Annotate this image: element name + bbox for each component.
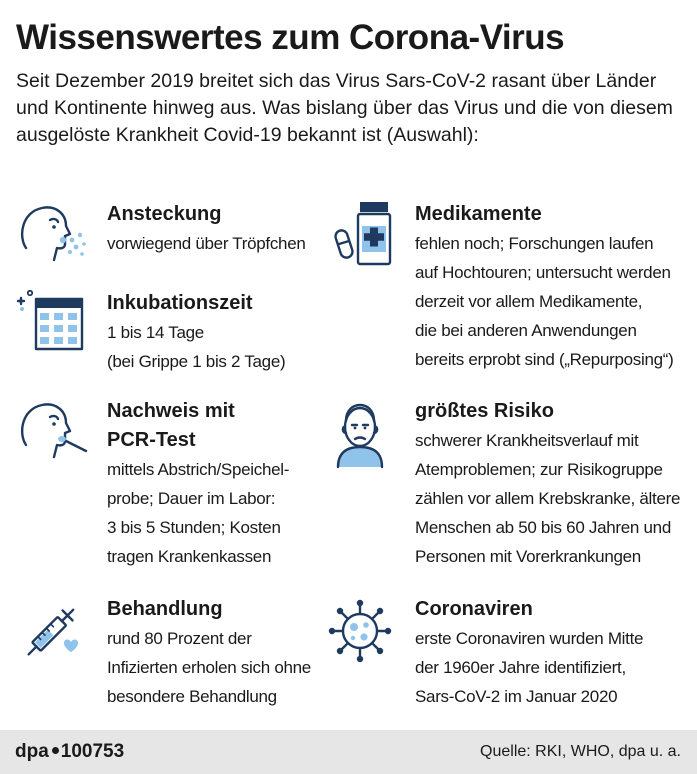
medicine-bottle-icon bbox=[324, 200, 396, 272]
swab-test-head-icon bbox=[16, 397, 88, 469]
intro-text: Seit Dezember 2019 breitet sich das Virus Sars-CoV-2 rasant über Länder und Kontinente hinweg aus. Was bislang über das Virus und die von diesem ausgelöste Krankheit Covid-19 bekannt ist (Auswahl): bbox=[16, 70, 673, 146]
dpa-brand-logo bbox=[15, 741, 124, 763]
item-text-line: Sars-CoV-2 im Januar 2020 bbox=[415, 687, 618, 706]
item-text-line: rund 80 Prozent der bbox=[107, 629, 252, 648]
item-heading: größtes Risiko bbox=[415, 400, 554, 422]
item-text-line: Infizierten erholen sich ohne bbox=[107, 658, 311, 677]
calendar-icon bbox=[16, 289, 88, 361]
item-text-line: bereits erprobt sind („Repurposing“) bbox=[415, 350, 674, 369]
item-text-line: derzeit vor allem Medikamente, bbox=[415, 292, 643, 311]
item-text-line: Menschen ab 50 bis 60 Jahren und bbox=[415, 518, 671, 537]
item-text-line: tragen Krankenkassen bbox=[107, 547, 272, 566]
item-text-line: 3 bis 5 Stunden; Kosten bbox=[107, 518, 281, 537]
source-credit: Quelle: RKI, WHO, dpa u. a. bbox=[480, 743, 681, 760]
item-heading: Inkubationszeit bbox=[107, 292, 253, 314]
item-text-line: der 1960er Jahre identifiziert, bbox=[415, 658, 626, 677]
item-heading: Ansteckung bbox=[107, 203, 222, 225]
footer bbox=[0, 730, 697, 774]
item-text-line: schwerer Krankheitsverlauf mit bbox=[415, 431, 639, 450]
item-heading: Medikamente bbox=[415, 203, 542, 225]
item-text-line: besondere Behandlung bbox=[107, 687, 277, 706]
item-text-line: Atemproblemen; zur Risikogruppe bbox=[415, 460, 663, 479]
brand-name: dpa bbox=[15, 741, 49, 762]
item-text-line: auf Hochtouren; untersucht werden bbox=[415, 263, 671, 282]
item-text-line: 1 bis 14 Tage bbox=[107, 323, 204, 342]
brand-number: 100753 bbox=[60, 741, 125, 762]
item-text-line: vorwiegend über Tröpfchen bbox=[107, 234, 306, 253]
item-text-line: probe; Dauer im Labor: bbox=[107, 489, 276, 508]
item-heading: Coronaviren bbox=[415, 598, 533, 620]
page-title: Wissenswertes zum Corona-Virus bbox=[16, 18, 565, 57]
item-heading: PCR-Test bbox=[107, 429, 196, 451]
item-text-line: mittels Abstrich/Speichel- bbox=[107, 460, 290, 479]
item-text-line: Personen mit Vorerkrankungen bbox=[415, 547, 641, 566]
item-text-line: die bei anderen Anwendungen bbox=[415, 321, 637, 340]
elderly-person-icon bbox=[324, 397, 396, 469]
item-text-line: (bei Grippe 1 bis 2 Tage) bbox=[107, 352, 286, 371]
item-text-line: fehlen noch; Forschungen laufen bbox=[415, 234, 654, 253]
item-heading: Behandlung bbox=[107, 598, 223, 620]
item-text-line: erste Coronaviren wurden Mitte bbox=[415, 629, 644, 648]
bullet-dot-icon bbox=[52, 747, 59, 754]
syringe-heart-icon bbox=[16, 595, 88, 667]
item-text-line: zählen vor allem Krebskranke, ältere bbox=[415, 489, 681, 508]
item-heading: Nachweis mit bbox=[107, 400, 235, 422]
coronavirus-icon bbox=[324, 595, 396, 667]
sneezing-head-icon bbox=[16, 200, 88, 272]
